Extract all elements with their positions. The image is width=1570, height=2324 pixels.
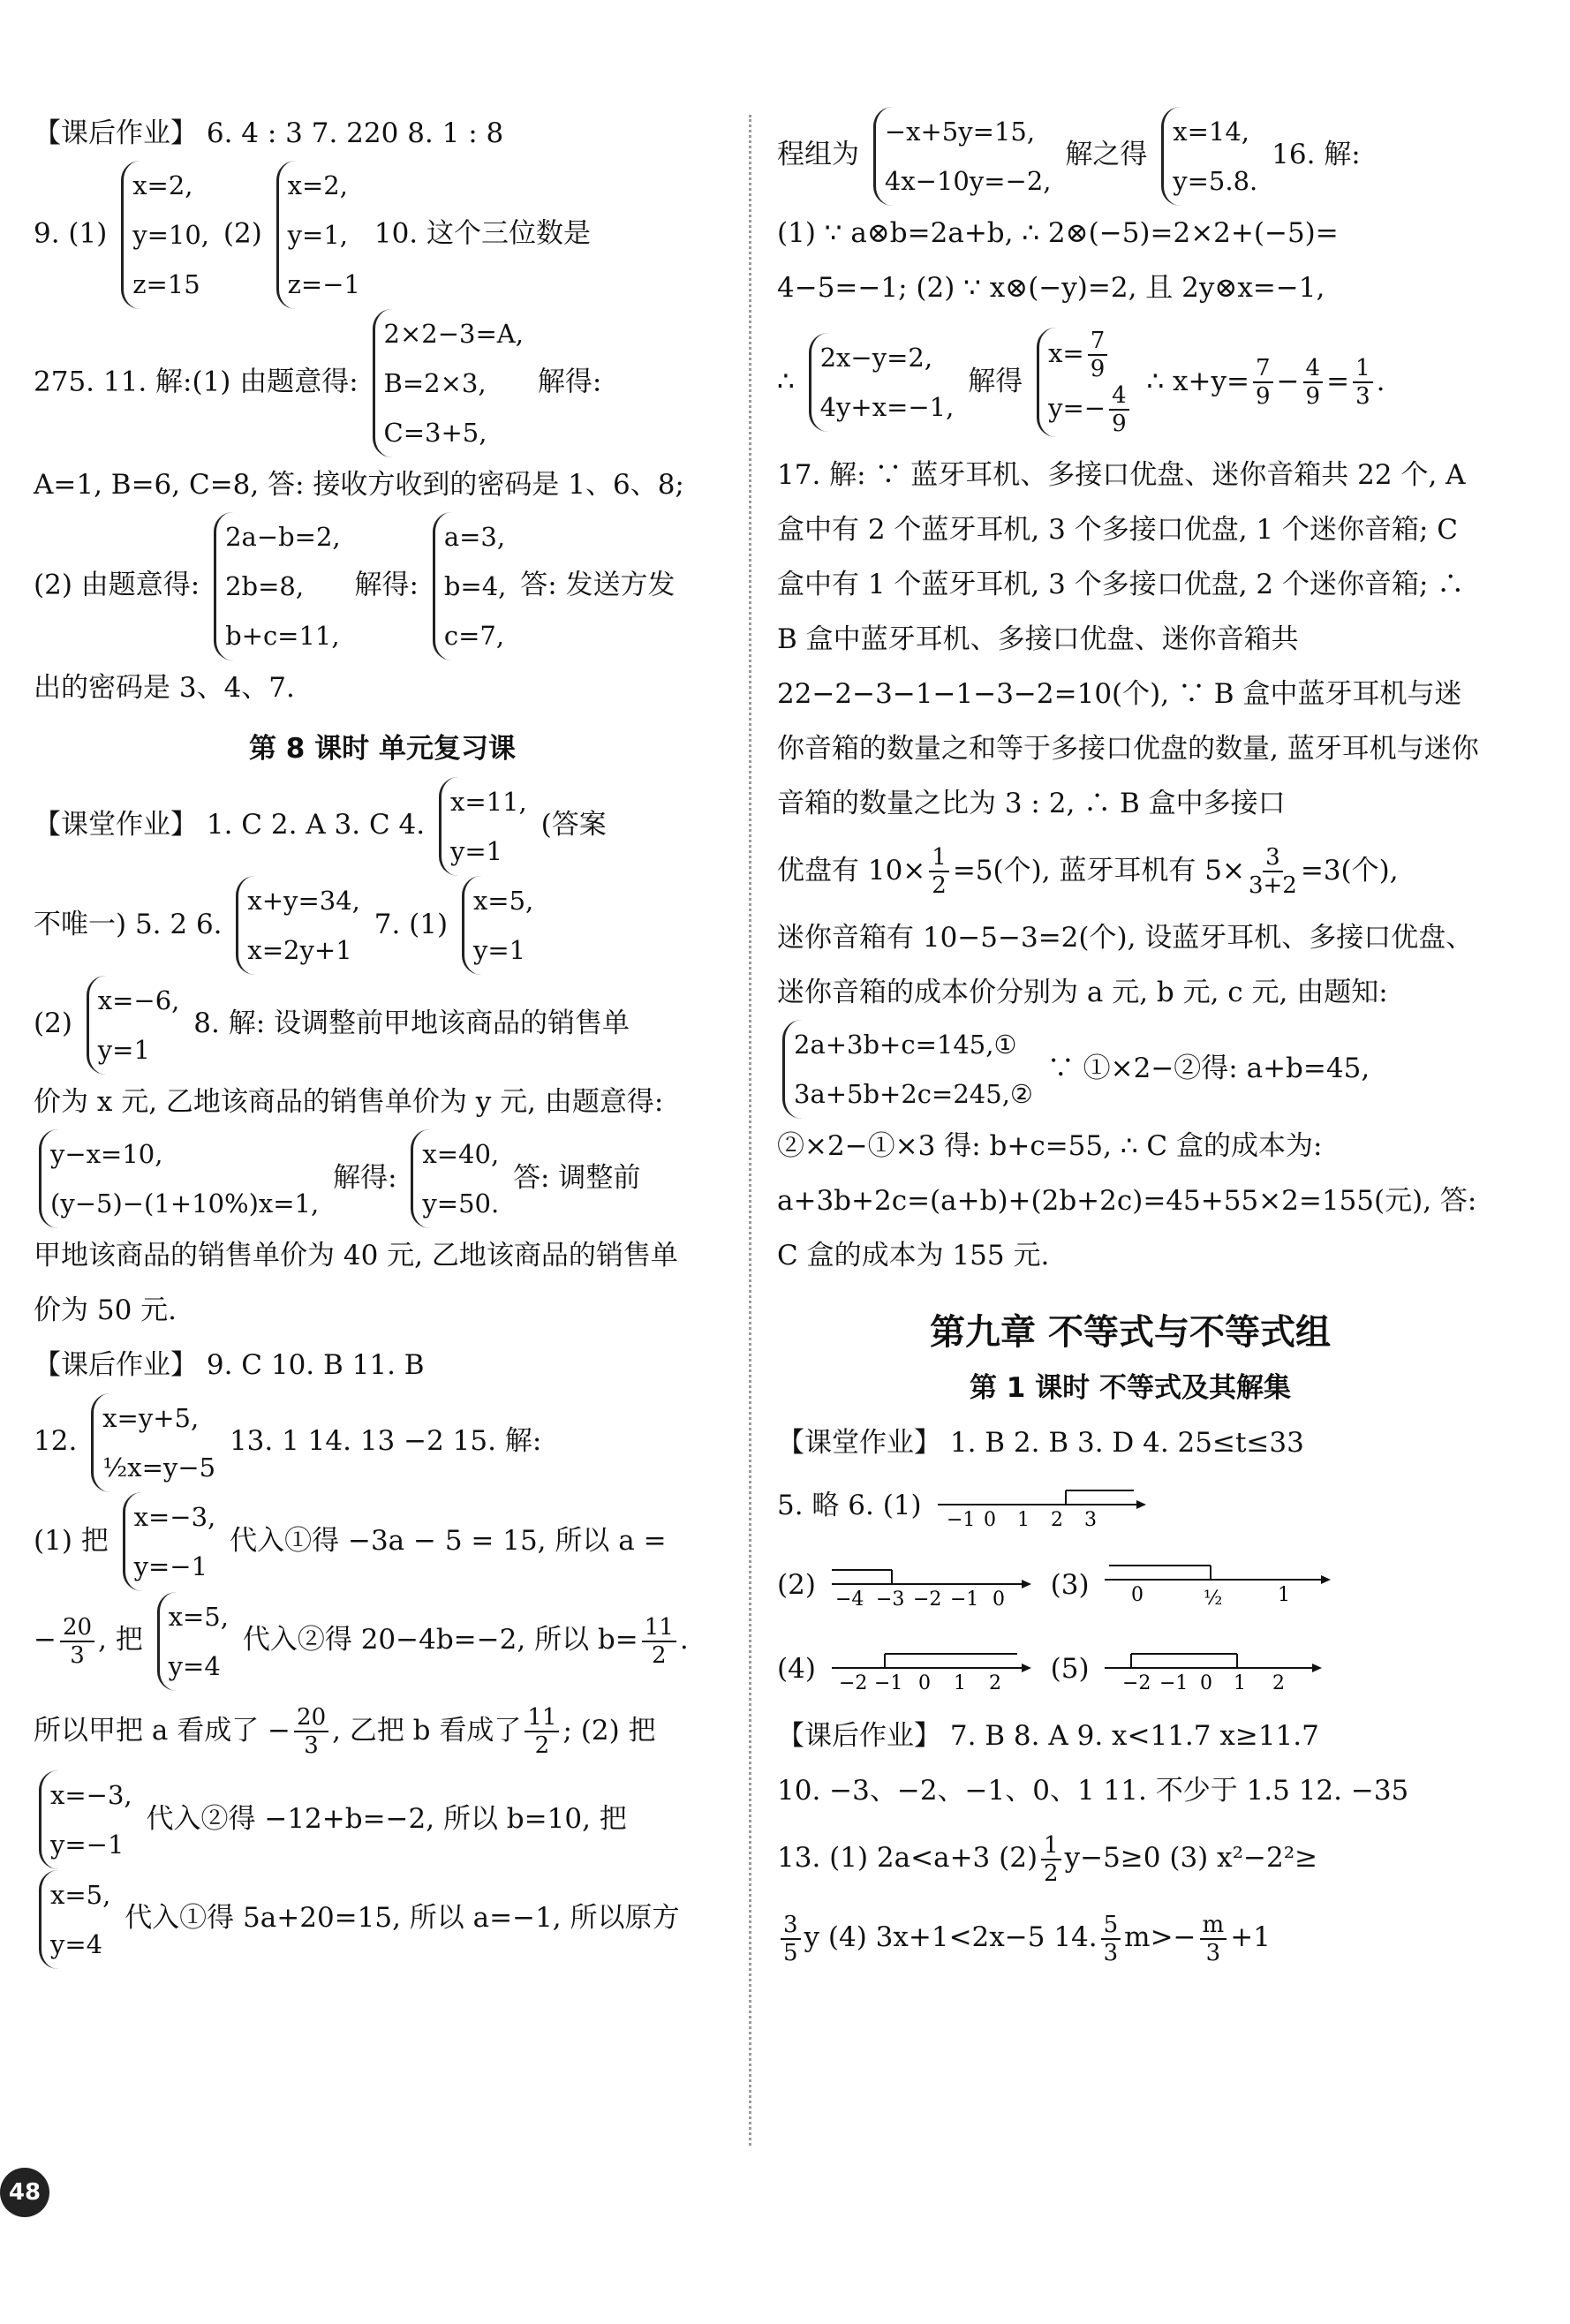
tick-label: 0 [1200,1671,1213,1693]
tick-label: −2 [838,1671,868,1693]
tick-label: 2 [988,1671,1001,1693]
fraction: $\frac{4}{9}$ [1303,355,1324,410]
tick-label: −1 [873,1671,903,1693]
number-line-4 [832,1649,1035,1693]
left-line-13: 价为 50 元. [34,1294,177,1326]
tick-label: 1 [1016,1508,1030,1529]
left-line-15: 12. x=y+5, ½x=y−5 13. 1 14. 13 −2 15. 解: [34,1392,731,1492]
left-line-12: 甲地该商品的销售单价为 40 元, 乙地该商品的销售单 [34,1240,678,1271]
right-line-15: 10. −3、−2、−1、0、1 11. 不少于 1.5 12. −35 [777,1775,1409,1807]
tick-label: −1 [946,1508,975,1529]
fraction: $\frac{1}{3}$ [1353,355,1373,410]
left-line-7: 【课堂作业】 1. C 2. A 3. C 4. x=11, y=1 (答案 [34,776,731,876]
fraction: $\frac{7}{9}$ [1253,355,1273,410]
tick-label: 2 [1050,1508,1063,1529]
left-line-14: 【课后作业】 9. C 10. B 11. B [34,1349,425,1381]
fraction: $\frac{3}{3+2}$ [1248,844,1297,899]
right-line-1: 程组为 −x+5y=15, 4x−10y=−2, 解之得 x=14, y=5.8. 16. 解: [777,106,1483,206]
left-line-19: x=−3, y=−1 代入②得 −12+b=−2, 所以 b=10, 把 [34,1770,731,1870]
left-line-3: 275. 11. 解:(1) 由题意得: 2×2−3=A, B=2×3, C=3+5, 解得: [34,309,731,457]
fraction: $\frac{m}{3}$ [1200,1912,1227,1966]
left-line-16: (1) 把 x=−3, y=−1 代入①得 −3a − 5 = 15, 所以 a = [34,1492,731,1592]
number-line-5 [1105,1649,1325,1693]
tick-label: 1 [1234,1671,1247,1693]
left-line-1: 【课后作业】 6. 4 : 3 7. 220 8. 1 : 8 [34,117,504,149]
fraction: $\frac{5}{3}$ [1101,1912,1121,1966]
left-line-20: x=5, y=4 代入①得 5a+20=15, 所以 a=−1, 所以原方 [34,1869,731,1969]
right-column [777,106,1483,1977]
fraction: $\frac{11}{2}$ [525,1704,559,1759]
system-lesson8-q8-2: x=40, y=50. [411,1129,499,1228]
right-line-10: 【课堂作业】 1. B 2. B 3. D 4. 25≤t≤33 [777,1427,1304,1459]
tick-label: 1 [953,1671,966,1693]
lesson-1-title: 第 1 课时 不等式及其解集 [970,1372,1291,1404]
right-line-16: 13. (1) 2a<a+3 (2) $\frac{1}{2}$ y−5≥0 (3) x²−2²≥ [777,1831,1318,1887]
system-q9-1: x=2, y=10, z=15 [121,161,209,309]
tick-label: −2 [1122,1671,1151,1693]
fraction: $\frac{1}{2}$ [1041,1832,1061,1887]
number-line-1 [938,1485,1150,1529]
tick-label: 0 [1131,1583,1144,1606]
left-column [34,106,731,1969]
tick-label: 3 [1083,1508,1097,1529]
system-lesson8-q7-2: x=−6, y=1 [87,976,180,1075]
tick-label: 0 [917,1671,931,1693]
system-q9-2: x=2, y=1, z=−1 [276,161,360,309]
right-para-9: ②×2−①×3 得: b+c=55, ∴ C 盒的成本为: a+3b+2c=(a+b)+(2b+2c)=45+55×2=155(元), 答: C 盒的成本为 155 元. [777,1130,1477,1271]
system-q15-result: −x+5y=15, 4x−10y=−2, [873,107,1052,206]
lesson-8-title: 第 8 课时 单元复习课 [249,733,516,765]
tick-label: −1 [1159,1671,1189,1693]
left-line-11: y−x=10, (y−5)−(1+10%)x=1, 解得: x=40, y=50. 答: 调整前 [34,1129,731,1229]
tick-label: 1 [1278,1583,1291,1606]
left-line-10: 价为 x 元, 乙地该商品的销售单价为 y 元, 由题意得: [34,1085,664,1118]
right-line-2: (1) ∵ a⊗b=2a+b, ∴ 2⊗(−5)=2×2+(−5)= [777,216,1339,249]
left-line-4: A=1, B=6, C=8, 答: 接收方收到的密码是 1、6、8; [34,469,684,501]
right-line-6: 优盘有 10× $\frac{1}{2}$ =5(个), 蓝牙耳机有 5× $\frac{3}{3+2}$ =3(个), [777,844,1399,899]
tick-label: −3 [875,1588,905,1609]
fraction: $\frac{20}{3}$ [294,1704,328,1759]
system-lesson8-q8-1: y−x=10, (y−5)−(1+10%)x=1, [39,1129,319,1228]
right-line-17: $\frac{3}{5}$ y (4) 3x+1<2x−5 14. $\frac{5}{3}$ m>− $\frac{m}{3}$ +1 [777,1898,1483,1977]
number-line-3 [1105,1560,1334,1613]
right-line-11: 5. 略 6. (1) −1 0 1 2 3 [777,1470,1483,1541]
left-line-6: 出的密码是 3、4、7. [34,672,295,704]
page-number-badge: 48 [0,2168,49,2217]
system-q15-solution: x=14, y=5.8. [1161,107,1257,206]
tick-label: −4 [834,1588,864,1609]
system-q16-2: x= $\frac{7}{9}$ y=− $\frac{4}{9}$ [1037,328,1133,437]
system-q17: 2a+3b+c=145,① 3a+5b+2c=245,② [782,1020,1033,1119]
right-line-14: 【课后作业】 7. B 8. A 9. x<11.7 x≥11.7 [777,1720,1319,1752]
left-line-9: (2) x=−6, y=1 8. 解: 设调整前甲地该商品的销售单 [34,975,731,1075]
fraction: $\frac{20}{3}$ [60,1614,94,1669]
system-q15-1: x=−3, y=−1 [123,1492,216,1591]
tick-label: 2 [1272,1671,1286,1693]
right-line-12: (2) −4 −3 −2 −1 0 (3) 0 ½ 1 [777,1541,1483,1629]
right-para-q17: 17. 解: ∵ 蓝牙耳机、多接口优盘、迷你音箱共 22 个, A 盒中有 2 个蓝牙耳机, 3 个多接口优盘, 1 个迷你音箱; C 盒中有 1 个蓝牙耳机, 3 个多接口优盘, 2 个迷你音箱; ∴ B 盒中蓝牙耳机、多接口优盘、迷你音箱共 22−2−3−1−1−3−2=10(个), ∵ B 盒中蓝牙耳机与迷你音箱的数量之和等于多接口优盘的数量, 蓝牙耳机与迷你音箱的数量之比为 3 : 2, ∴ B 盒中多接口 [777,458,1479,819]
fraction: $\frac{1}{2}$ [929,844,949,899]
right-line-3: 4−5=−1; (2) ∵ x⊗(−y)=2, 且 2y⊗x=−1, [777,271,1325,304]
fraction: $\frac{11}{2}$ [642,1614,676,1669]
left-line-5: (2) 由题意得: 2a−b=2, 2b=8, b+c=11, 解得: a=3, b=4, c=7, 答: 发送方发 [34,512,731,660]
right-line-8: 2a+3b+c=145,① 3a+5b+2c=245,② ∵ ①×2−②得: a+b=45, [777,1020,1483,1120]
right-line-4: ∴ 2x−y=2, 4y+x=−1, 解得 x= $\frac{7}{9}$ y=− $\frac{4}{9}$ ∴ x+y= $\frac{7}{9}$ − $\frac{4}{9}$ = $\frac{1}{3}$ . [777,328,1385,437]
system-q11-2a: 2a−b=2, 2b=8, b+c=11, [214,512,341,660]
right-para-7: 迷你音箱有 10−5−3=2(个), 设蓝牙耳机、多接口优盘、迷你音箱的成本价分别为 a 元, b 元, c 元, 由题知: [777,921,1474,1008]
system-q15-3: x=−3, y=−1 [39,1770,132,1869]
chapter-9-title: 第九章 不等式与不等式组 [930,1312,1331,1353]
left-line-8: 不唯一) 5. 2 6. x+y=34, x=2y+1 7. (1) x=5, y=1 [34,876,731,976]
tick-label: −1 [949,1588,979,1609]
left-line-2: 9. (1) x=2, y=10, z=15 (2) x=2, y=1, z=−1 10. 这个三位数是 [34,161,731,309]
fraction: $\frac{3}{5}$ [781,1912,801,1966]
system-q12: x=y+5, ½x=y−5 [91,1393,215,1492]
system-q15-2: x=5, y=4 [157,1592,229,1691]
tick-label: −2 [912,1588,942,1609]
tick-label: ½ [1204,1587,1223,1610]
system-q16-1: 2x−y=2, 4y+x=−1, [809,333,955,432]
left-line-17: − $\frac{20}{3}$ , 把 x=5, y=4 代入②得 20−4b=−2, 所以 b= $\frac{11}{2}$ . [34,1591,731,1691]
fraction: $\frac{4}{9}$ [1109,382,1129,437]
column-divider [749,115,751,2146]
system-q15-4: x=5, y=4 [39,1870,110,1969]
left-line-18: 所以甲把 a 看成了 − $\frac{20}{3}$ , 乙把 b 看成了 $\frac{11}{2}$ ; (2) 把 [34,1704,656,1759]
system-lesson8-q7-1: x=5, y=1 [462,876,533,975]
tick-label: 0 [992,1588,1005,1609]
system-lesson8-q4: x=11, y=1 [439,777,527,876]
system-lesson8-q6: x+y=34, x=2y+1 [236,876,359,975]
tick-label: 0 [983,1508,996,1529]
right-line-13: (4) −2 −1 0 1 2 (5) −2 −1 0 1 2 [777,1629,1483,1709]
fraction: $\frac{7}{9}$ [1088,328,1108,382]
system-q11-2b: a=3, b=4, c=7, [433,512,507,660]
number-line-2 [832,1565,1035,1609]
system-q11-1: 2×2−3=A, B=2×3, C=3+5, [373,309,524,457]
